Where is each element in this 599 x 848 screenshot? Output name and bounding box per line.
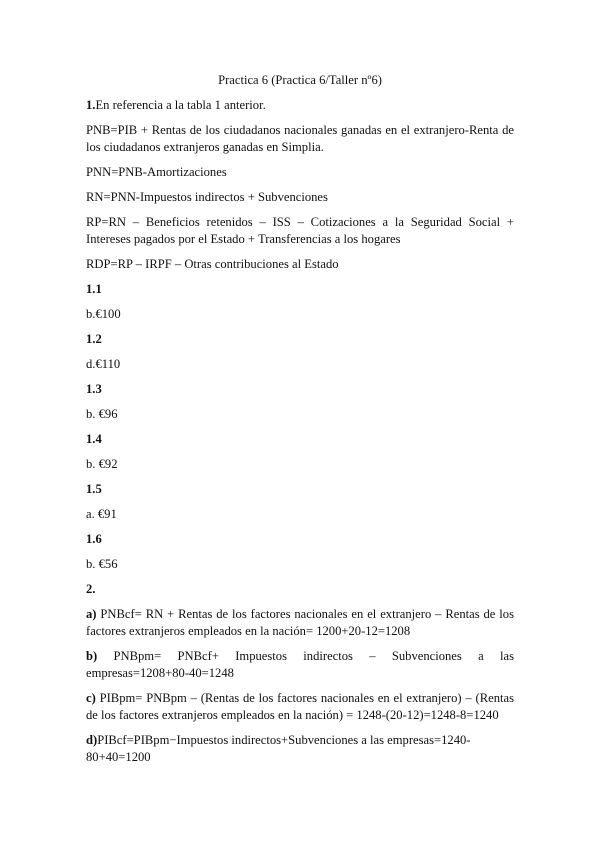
question-answer: b. €92 [86,457,118,471]
document-page [86,72,514,774]
section-2-item-a: a) PNBcf= RN + Rentas de los factores nacionales en el extranjero – Rentas de los factores extranjeros empleados en la nación= 1200+20-12=1208 [86,607,514,638]
intro-paragraph [86,97,514,114]
question-number: 1.5 [86,482,102,496]
question-answer: b. €56 [86,557,118,571]
question-answer: b. €96 [86,407,118,421]
question-number: 1.6 [86,532,102,546]
formula-rdp: RDP=RP – IRPF – Otras contribuciones al Estado [86,257,339,271]
question-answer: d.€110 [86,357,121,371]
formula-pnb: PNB=PIB + Rentas de los ciudadanos nacionales ganadas en el extranjero-Renta de los ciudadanos extranjeros ganadas en Simplia. [86,123,514,154]
intro-number: 1. [86,98,96,112]
section-2-number: 2. [86,582,96,596]
question-number: 1.2 [86,332,102,346]
section-2-item-d: d)PIBcf=PIBpm−Impuestos indirectos+Subvenciones a las empresas=1240-80+40=1200 [86,733,471,764]
formula-pnn: PNN=PNB-Amortizaciones [86,165,227,179]
intro-text: En referencia a la tabla 1 anterior. [95,98,266,112]
page-title: Practica 6 (Practica 6/Taller nº6) [218,73,382,87]
formula-rp: RP=RN – Beneficios retenidos – ISS – Cotizaciones a la Seguridad Social + Intereses pagados por el Estado + Transferencias a los hogares [86,215,514,246]
question-number: 1.1 [86,282,102,296]
question-answer: b.€100 [86,307,121,321]
question-answer: a. €91 [86,507,117,521]
section-2-item-b: b) PNBpm= PNBcf+ Impuestos indirectos – Subvenciones a las empresas=1208+80-40=1248 [86,649,514,680]
question-number: 1.4 [86,432,102,446]
question-number: 1.3 [86,382,102,396]
formula-rn: RN=PNN-Impuestos indirectos + Subvenciones [86,190,328,204]
section-2-item-c: c) PIBpm= PNBpm – (Rentas de los factores nacionales en el extranjero) – (Rentas de los factores extranjeros empleados en la nación) = 1248-(20-12)=1248-8=1240 [86,691,514,722]
